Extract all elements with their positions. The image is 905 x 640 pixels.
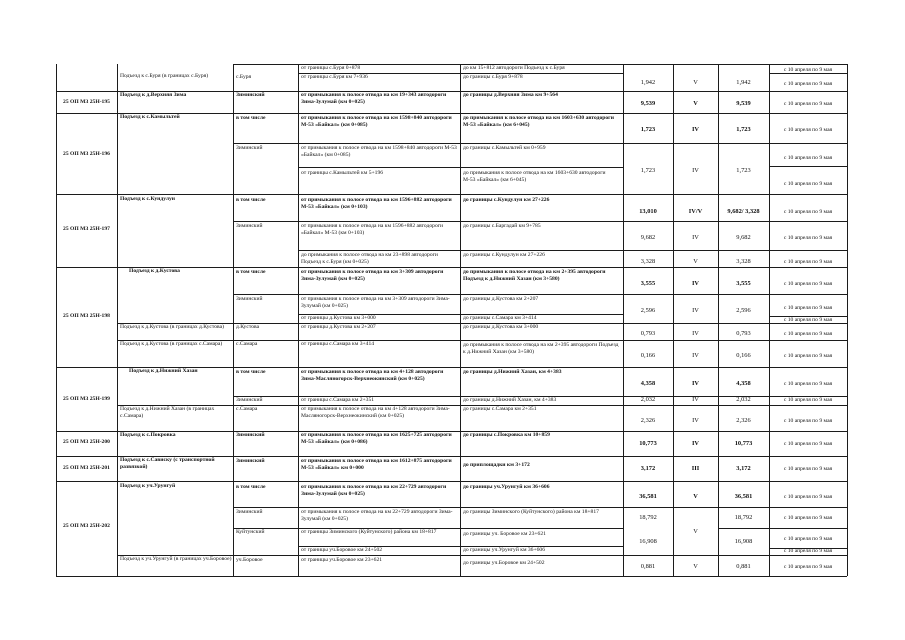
road-code: 25 ОП МЗ 25Н-195	[63, 99, 110, 105]
table-cell: Зиминский	[236, 145, 263, 151]
table-cell: IV	[692, 417, 699, 424]
table-cell: IV	[691, 380, 700, 387]
table-cell: с 10 апреля по 9 мая	[783, 259, 833, 265]
table-cell: от примыкания к полосе отвода на км 1598+840 автодороги М-53 «Байкал» (км 0+085)	[301, 145, 457, 158]
table-cell: IV/V	[688, 208, 703, 215]
table-cell: в том числе	[236, 197, 266, 203]
table-cell: с 10 апреля по 9 мая	[783, 155, 833, 161]
road-code: 25 ОП МЗ 25Н-202	[63, 523, 110, 529]
table-border	[233, 221, 847, 222]
table-cell: Зиминский	[236, 296, 263, 302]
table-cell: от границы уч.Боровое км 24+502	[301, 547, 383, 553]
table-cell: до границы д.Нижний Хазан, км 4+383	[463, 369, 562, 375]
table-cell: с 10 апреля по 9 мая	[783, 67, 833, 73]
table-cell: от примыкания к полосе отвода на км 3+309 автодороги Зима-Зулумай (км 0+025)	[301, 269, 444, 282]
table-cell: от примыкания к полосе отвода на км 19+343 автодороги Зима-Зулумай (км 0+025)	[301, 92, 447, 105]
table-cell: до границы с.Баргадай км 9+785	[463, 223, 541, 229]
table-cell: V	[693, 493, 698, 500]
table-cell: до границы д.Кустова км 2+207	[463, 296, 539, 302]
table-cell: с 10 апреля по 9 мая	[783, 536, 833, 542]
table-cell: Зиминский	[236, 509, 263, 515]
table-cell: с 10 апреля по 9 мая	[783, 548, 833, 554]
table-cell: в том числе	[236, 369, 266, 375]
table-cell: 9,539	[640, 100, 656, 107]
table-cell: до границы с.Камыльтей км 0+959	[463, 145, 546, 151]
table-cell: V	[693, 100, 698, 107]
table-cell: 1,723	[736, 126, 751, 133]
table-cell: Подъезд к д.Кустова (в границах с.Самара)	[120, 341, 223, 347]
table-cell: в том числе	[236, 115, 266, 121]
table-cell: Подъезд к д.Кустова	[129, 268, 180, 274]
table-cell: до границы с.Покровка км 10+859	[463, 432, 550, 438]
table-cell: до границы с.Кундулун км 27+226	[463, 252, 545, 258]
table-cell: IV	[692, 330, 699, 337]
table-cell: Подъезд к д.Нижний Хазан	[129, 368, 198, 374]
table-cell: 1,723	[640, 126, 656, 133]
table-cell: до границы д.Верхняя Зима км 9+564	[463, 92, 558, 98]
table-cell: с 10 апреля по 9 мая	[783, 418, 833, 424]
table-cell: IV	[691, 280, 700, 287]
table-cell: 9,682/ 3,328	[727, 208, 760, 215]
road-code: 25 ОП МЗ 25Н-199	[63, 396, 110, 402]
table-cell: до границы уч.Боровое км 24+502	[463, 560, 545, 566]
table-cell: до границы уч. Боровое км 23+621	[463, 531, 546, 537]
table-border	[460, 64, 461, 576]
table-cell: 36,581	[639, 493, 657, 500]
table-cell: до границы с.Самара км 2+351	[463, 406, 537, 412]
table-border	[117, 64, 118, 576]
table-cell: от примыкания к полосе отвода на км 4+128 автодороги Зима-Масляногорск-Верхнеокинский (км 0+025)	[301, 406, 450, 419]
table-cell: Зиминский	[236, 432, 265, 438]
table-cell: 9,682	[640, 234, 656, 241]
table-cell: до границы Зиминского (Куйтунского) района км 18+817	[463, 509, 599, 515]
road-code: 25 ОП МЗ 25Н-198	[63, 313, 110, 319]
table-cell: с 10 апреля по 9 мая	[783, 101, 833, 107]
table-cell: до границы с.Кундулун км 27+226	[463, 197, 550, 203]
table-border	[233, 294, 847, 295]
table-border	[56, 194, 847, 195]
table-cell: от примыкания к полосе отвода на км 1596+882 автодороги «Байкал» М-53 (км 0+103)	[301, 223, 444, 236]
table-cell: IV	[691, 440, 700, 447]
table-cell: IV	[692, 352, 699, 359]
table-cell: 0,793	[736, 330, 751, 337]
table-cell: с.Буря	[236, 74, 252, 80]
table-cell: V	[693, 528, 698, 535]
road-code: 25 ОП МЗ 25Н-197	[63, 226, 110, 232]
table-cell: до примыкания к полосе отвода на км 1603+630 автодороги М-53 «Байкал» (км 6+045)	[463, 115, 614, 128]
table-border	[298, 167, 623, 168]
table-cell: 3,172	[736, 465, 751, 472]
table-cell: Подъезд к с.Буря (в границах с.Буря)	[120, 73, 209, 79]
table-border	[56, 64, 57, 576]
table-cell: Подъезд к с.Покровка	[120, 432, 176, 438]
table-cell: с 10 апреля по 9 мая	[783, 209, 833, 215]
table-cell: 1,942	[736, 79, 751, 86]
table-cell: до границы уч.Урунгуй км 36+606	[463, 484, 550, 490]
table-cell: V	[693, 79, 698, 86]
table-cell: уч.Боровое	[236, 557, 263, 563]
table-cell: 0,881	[640, 563, 656, 570]
table-cell: Подъезд к д.Нижний Хазан (в границах с.Самара)	[120, 406, 215, 419]
table-cell: с 10 апреля по 9 мая	[783, 466, 833, 472]
table-cell: от границы д.Кустова км 2+207	[301, 324, 376, 330]
table-cell: с.Самара	[236, 406, 258, 412]
table-cell: с 10 апреля по 9 мая	[783, 353, 833, 359]
table-cell: от примыкания к полосе отвода на км 4+128 автодороги Зима-Масляногорск-Верхнеокинский (км 0+025)	[301, 369, 444, 382]
table-cell: Подъезд к д.Верхняя Зима	[120, 92, 187, 98]
table-cell: 16,908	[639, 538, 657, 545]
table-cell: с 10 апреля по 9 мая	[783, 397, 833, 403]
table-cell: в том числе	[236, 269, 266, 275]
table-cell: до границы уч.Урунгуй км 36+606	[463, 547, 546, 553]
table-cell: 18,792	[639, 514, 657, 521]
table-cell: от границы с.Камыльтей км 5+196	[301, 170, 384, 176]
table-cell: V	[693, 563, 698, 570]
table-cell: Подъезд к с.Кундулун	[120, 196, 176, 202]
table-cell: до примыкания к полосе отвода на км 1603+630 автодороги М-53 «Байкал» (км 6+045)	[463, 170, 606, 183]
table-cell: Подъезд к уч.Урунгуй	[120, 483, 176, 489]
table-cell: Зиминский	[236, 223, 263, 229]
table-border	[56, 576, 847, 577]
table-cell: с 10 апреля по 9 мая	[783, 441, 833, 447]
table-cell: с 10 апреля по 9 мая	[783, 305, 833, 311]
table-cell: 0,166	[736, 352, 751, 359]
table-cell: Подъезд к д.Кустова (в границах д.Кустова)	[120, 324, 224, 330]
table-cell: от границы д.Кустова км 3+000	[301, 315, 376, 321]
table-cell: с 10 апреля по 9 мая	[783, 181, 833, 187]
table-cell: от примыкания к полосе отвода на км 22+729 автодороги Зима-Зулумай (км 0+025)	[301, 484, 447, 497]
table-cell: от границы Зиминского (Куйтунского) района км 18+817	[301, 529, 437, 535]
table-border	[718, 528, 847, 529]
table-cell: с 10 апреля по 9 мая	[783, 494, 833, 500]
table-cell: с 10 апреля по 9 мая	[783, 515, 833, 521]
table-cell: до границы с.Самара км 3+414	[463, 315, 537, 321]
table-cell: 1,723	[736, 167, 751, 174]
table-cell: до приплощадки км 3+172	[463, 462, 530, 468]
table-cell: IV	[692, 167, 699, 174]
table-cell: 4,358	[640, 380, 656, 387]
table-cell: от примыкания к полосе отвода на км 1625+725 автодороги М-53 «Байкал» (км 0+086)	[301, 432, 452, 445]
table-cell: Подъезд к с.Сависку (с транспортной развязкой)	[120, 457, 215, 470]
table-border	[233, 143, 847, 144]
table-cell: Подъезд к уч.Урунгуй (в границах уч.Боровое)	[120, 556, 232, 562]
table-cell: 13,010	[639, 208, 657, 215]
table-cell: до границы д.Нижний Хазан, км 4+383	[463, 397, 557, 403]
table-cell: с 10 апреля по 9 мая	[783, 317, 833, 323]
table-cell: 0,166	[640, 352, 656, 359]
table-cell: до границы д.Кустова км 3+000	[463, 324, 539, 330]
table-cell: IV	[692, 396, 699, 403]
table-cell: 9,539	[736, 100, 751, 107]
table-cell: 2,596	[736, 307, 751, 314]
table-cell: 3,328	[640, 258, 656, 265]
table-cell: от границы с.Самара км 3+414	[301, 341, 375, 347]
table-cell: 3,555	[736, 280, 751, 287]
table-border	[298, 250, 847, 251]
table-cell: Подъезд к с.Камыльтей	[120, 114, 180, 120]
table-cell: 0,793	[640, 330, 656, 337]
table-cell: Зиминский	[236, 397, 263, 403]
table-cell: 0,881	[736, 563, 751, 570]
table-cell: с 10 апреля по 9 мая	[783, 331, 833, 337]
table-cell: 3,555	[640, 280, 656, 287]
table-cell: с 10 апреля по 9 мая	[783, 381, 833, 387]
table-cell: V	[693, 258, 698, 265]
table-cell: Зиминский	[236, 458, 265, 464]
table-cell: с 10 апреля по 9 мая	[783, 127, 833, 133]
table-cell: 16,908	[734, 538, 753, 545]
road-code: 25 ОП МЗ 25Н-201	[63, 465, 110, 471]
table-cell: 2,032	[736, 396, 751, 403]
table-cell: с 10 апреля по 9 мая	[783, 235, 833, 241]
table-border	[56, 481, 847, 482]
table-cell: 3,172	[640, 465, 656, 472]
table-border	[298, 64, 299, 576]
table-border	[769, 166, 847, 167]
table-cell: от границы с.Буря 0+878	[301, 65, 361, 71]
table-cell: III	[691, 465, 700, 472]
table-cell: 10,773	[639, 440, 657, 447]
table-cell: до границы с.Буря 9+878	[463, 74, 523, 80]
table-cell: IV	[692, 234, 699, 241]
table-cell: 2,326	[736, 417, 751, 424]
table-cell: с.Самара	[236, 341, 258, 347]
table-border	[847, 64, 848, 576]
table-cell: до примыкания к полосе отвода на км 2+395 автодороги Подъезд к д.Нижний Хазан (км 3+580)	[463, 269, 606, 282]
table-cell: с 10 апреля по 9 мая	[783, 81, 833, 87]
table-cell: от примыкания к полосе отвода на км 1596+882 автодороги М-53 «Байкал» (км 0+103)	[301, 197, 452, 210]
table-cell: 10,773	[734, 440, 753, 447]
road-code: 25 ОП МЗ 25Н-200	[63, 439, 110, 445]
table-cell: в том числе	[236, 484, 266, 490]
table-cell: 2,032	[640, 396, 656, 403]
table-cell: 1,942	[640, 79, 656, 86]
table-cell: д.Кустова	[236, 324, 260, 330]
table-cell: 36,581	[734, 493, 753, 500]
table-cell: IV	[692, 307, 699, 314]
table-cell: Куйтунский	[236, 529, 265, 535]
table-cell: Зиминский	[236, 92, 265, 98]
table-cell: от границы уч.Боровое км 23+621	[301, 557, 383, 563]
table-cell: до км 15+812 автодороги Подъезд к с.Буря	[463, 65, 565, 71]
table-border	[233, 507, 847, 508]
table-cell: от примыкания к полосе отвода на км 1612+875 автодороги М-53 «Байкал» км 0+000	[301, 458, 452, 471]
table-cell: до примыкания к полосе отвода на км 2+395 автодороги Подъезд к д.Нижний Хазан (км 3+580)	[463, 342, 619, 355]
table-cell: 18,792	[734, 514, 753, 521]
table-cell: от границы с.Самара км 2+351	[301, 397, 375, 403]
table-cell: 3,328	[736, 258, 751, 265]
table-cell: 4,358	[736, 380, 751, 387]
table-cell: IV	[691, 126, 700, 133]
table-cell: от границы с.Буря км 7+936	[301, 74, 368, 80]
table-cell: от примыкания к полосе отвода на км 3+309 автодороги Зима-Зулумай (км 0+025)	[301, 296, 450, 309]
road-code: 25 ОП МЗ 25Н-196	[63, 151, 110, 157]
table-cell: 9,682	[736, 234, 751, 241]
table-cell: от примыкания к полосе отвода на км 1598+840 автодороги М-53 «Байкал» (км 0+085)	[301, 115, 452, 128]
table-border	[233, 64, 234, 576]
table-cell: 2,596	[640, 307, 656, 314]
table-cell: с 10 апреля по 9 мая	[783, 564, 833, 570]
table-cell: до примыкания к полосе отвода на км 23+898 автодороги Подъезд к с.Буря (км 0+025)	[301, 252, 438, 265]
table-cell: 2,326	[640, 417, 656, 424]
table-cell: с 10 апреля по 9 мая	[783, 281, 833, 287]
table-cell: 1,723	[640, 167, 656, 174]
table-cell: от примыкания к полосе отвода на км 22+729 автодороги Зима-Зулумай (км 0+025)	[301, 509, 453, 522]
